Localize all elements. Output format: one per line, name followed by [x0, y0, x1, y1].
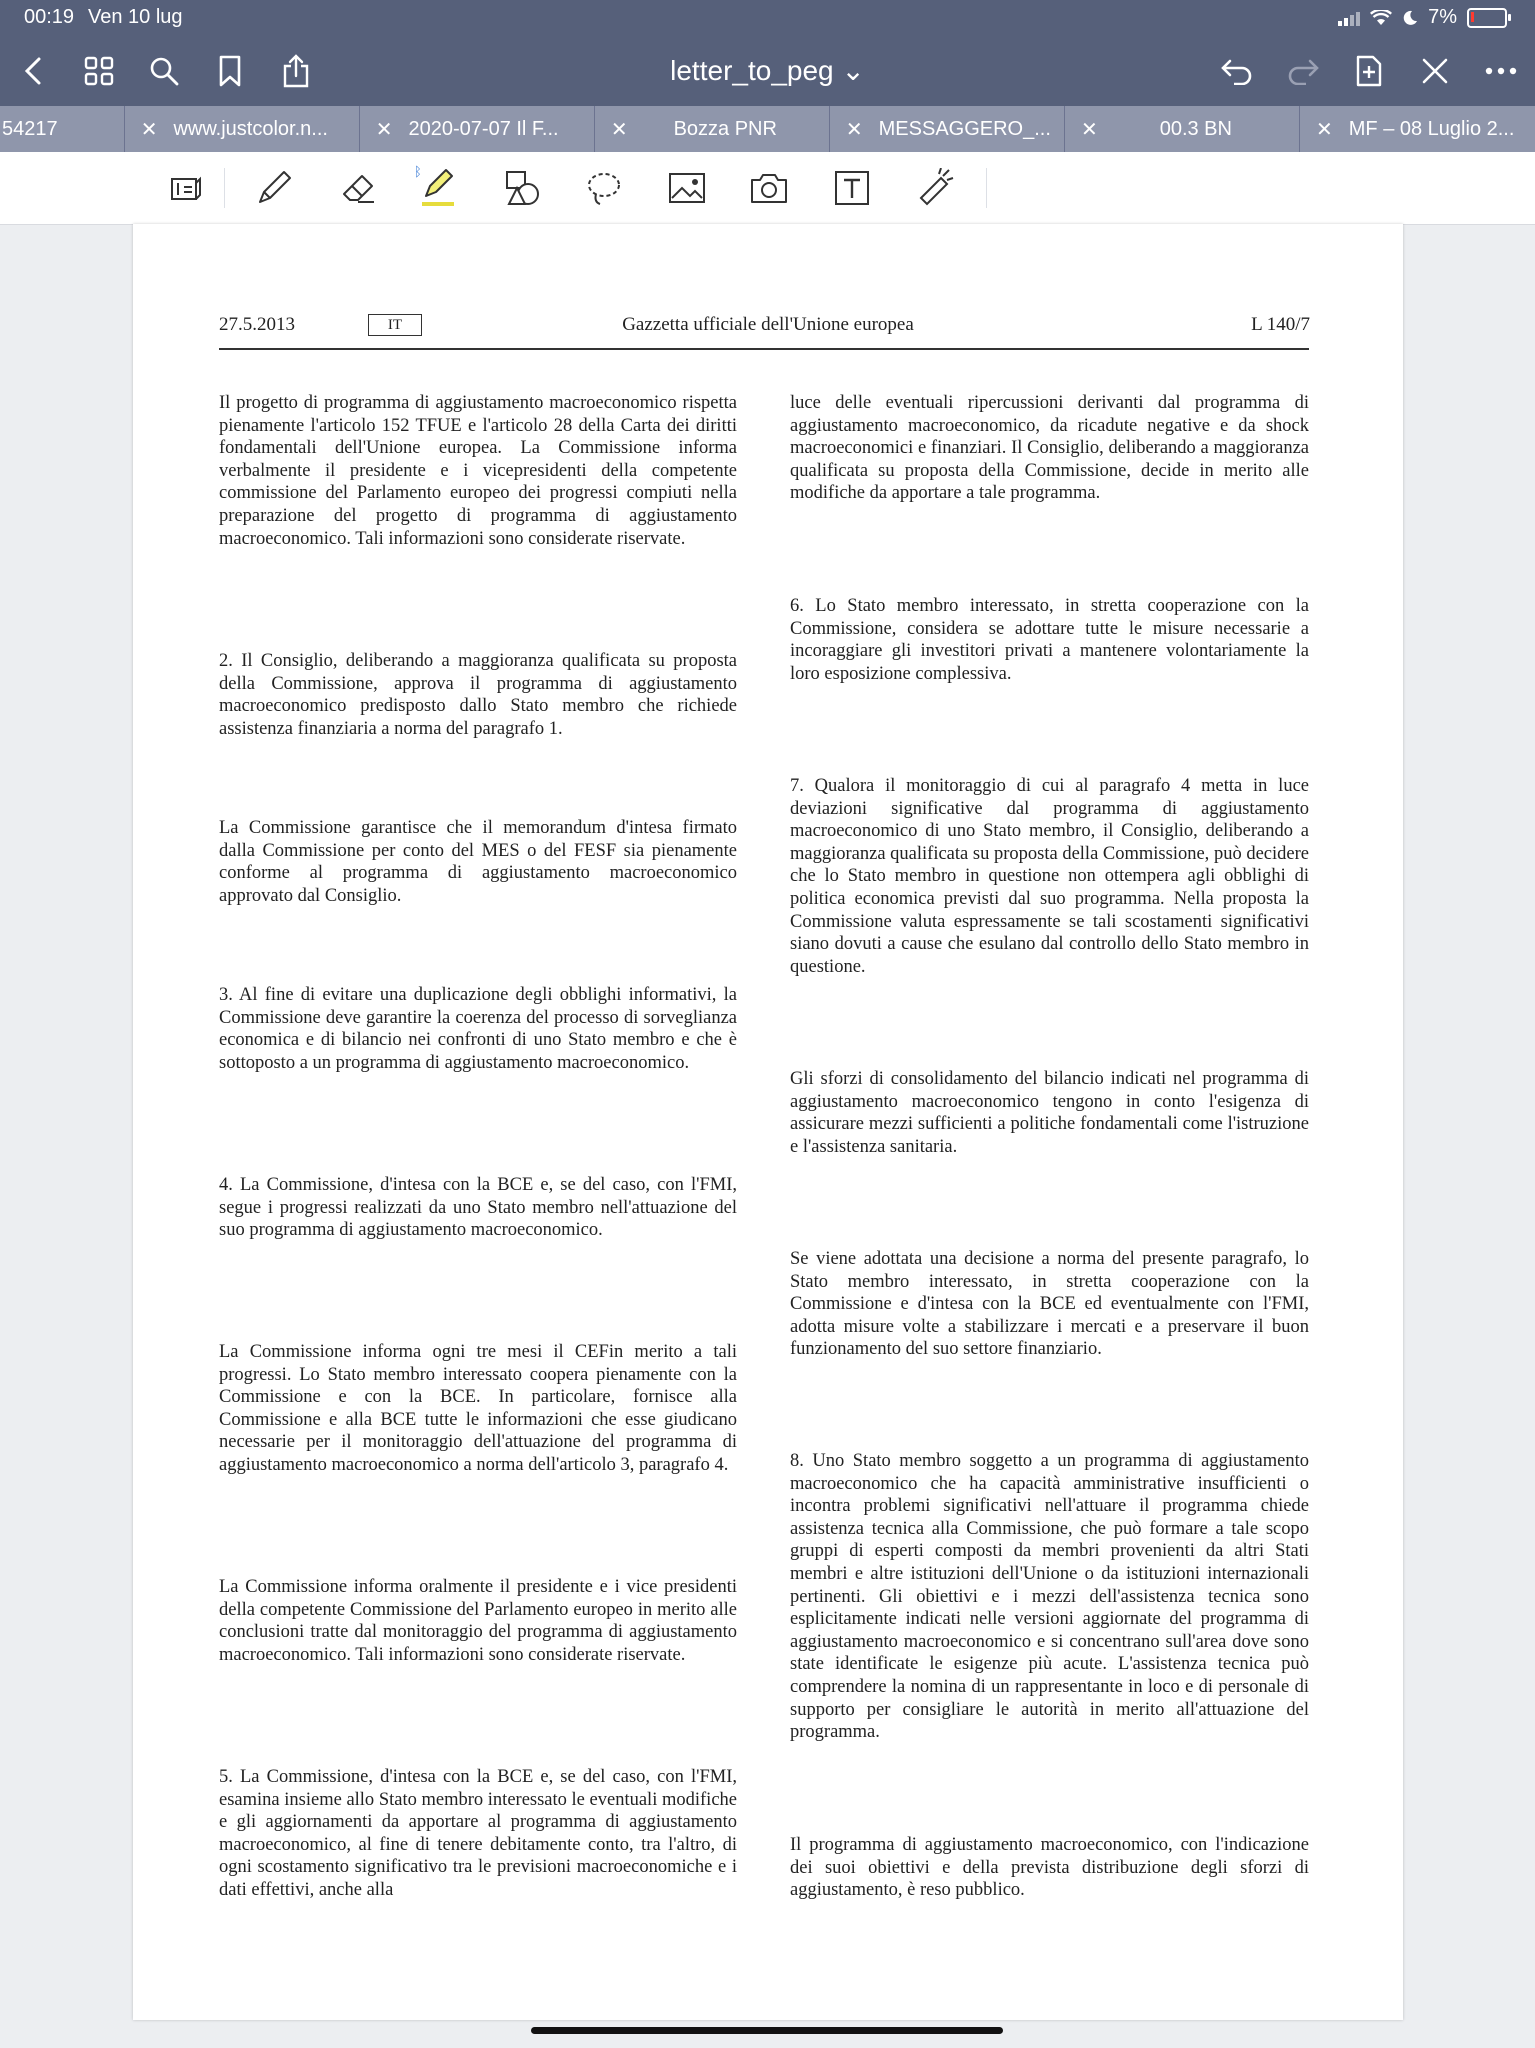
undo-icon	[1220, 57, 1254, 85]
close-icon[interactable]: ✕	[845, 118, 863, 141]
right-paragraph-7: Il programma di aggiustamento macroeconomico, con l'indicazione dei suoi obiettivi e della prevista distribuzione degli sforzi di aggiustamento, è reso pubblico.	[790, 1835, 1309, 1901]
close-icon[interactable]: ✕	[140, 118, 158, 141]
left-paragraph-8: 5. La Commissione, d'intesa con la BCE e, se del caso, con l'FMI, esamina insieme allo Stato membro interessato le eventuali modifiche e gli aggiornamenti da apportare al programma di aggiustamento macroeconomico, al fine di tenere debitamente conto, tra l'altro, di ogni scostamento significativo tra le previsioni macroeconomiche e i dati effettivi, anche alla	[219, 1767, 737, 1900]
left-paragraph-2: 2. Il Consiglio, deliberando a maggioranza qualificata su proposta della Commissione, approva il programma di aggiustamento macroeconomico predisposto dallo Stato membro che richiede assistenza finanziaria a norma del paragrafo 1.	[219, 651, 737, 739]
redo-icon	[1286, 57, 1320, 85]
add-page-icon	[1355, 54, 1383, 88]
svg-text:ᛒ: ᛒ	[414, 165, 422, 180]
right-paragraph-3: 7. Qualora il monitoraggio di cui al paragrafo 4 metta in luce deviazioni significative dal programma di aggiustamento macroeconomico di uno Stato membro, il Consiglio, deliberando a maggioranza qualificata su proposta della Commissione, può decidere che lo Stato membro in questione non ottempera agli obblighi di politica economica previsti dal suo programma. Nella proposta la Commissione valuta espressamente se tali scostamenti significativi siano dovuti a cause che esulano dal controllo dello Stato membro in questione.	[790, 776, 1309, 977]
left-paragraph-3: La Commissione garantisce che il memorandum d'intesa firmato dalla Commissione per conto del MES o del FESF sia pienamente conforme al programma di aggiustamento macroeconomico approvato dal Consiglio.	[219, 818, 737, 906]
more-button[interactable]	[1480, 50, 1522, 92]
shapes-tool[interactable]	[498, 166, 546, 210]
tab-3[interactable]	[360, 106, 595, 152]
tab-label: 00.3 BN	[1159, 117, 1232, 140]
right-paragraph-5: Se viene adottata una decisione a norma del presente paragrafo, lo Stato membro interessato, in stretta cooperazione con la Commissione e d'intesa con la BCE ed eventualmente con l'FMI, adotta misure volte a stabilizzare i mercati e a preservare il buon funzionamento del suo settore finanziario.	[790, 1249, 1309, 1360]
tab-label: 54217	[2, 117, 58, 140]
redo-button[interactable]	[1282, 50, 1324, 92]
header-date: 27.5.2013	[219, 314, 295, 335]
laser-pointer-icon	[915, 168, 955, 208]
right-paragraph-4: Gli sforzi di consolidamento del bilancio indicati nel programma di aggiustamento macroeconomico tengono in conto l'esigenza di assicurare mezzi sufficienti a politiche fondamentali come l'istruzione e l'assistenza sanitaria.	[790, 1069, 1309, 1157]
camera-tool[interactable]	[745, 166, 793, 210]
left-paragraph-5: 4. La Commissione, d'intesa con la BCE e, se del caso, con l'FMI, segue i progressi realizzati da uno Stato membro nell'attuazione del suo programma di aggiustamento macroeconomico.	[219, 1175, 737, 1241]
drawing-toolbar	[0, 152, 1535, 225]
read-mode-button[interactable]	[162, 166, 210, 210]
moon-icon	[1402, 10, 1418, 26]
pen-cross-icon	[1420, 56, 1450, 86]
text-box-icon	[833, 169, 871, 207]
left-paragraph-4: 3. Al fine di evitare una duplicazione degli obblighi informativi, la Commissione deve garantire la coerenza del processo di sorveglianza economica e di bilancio nei confronti di uno Stato membro e che è sottoposto a un programma di aggiustamento macroeconomico.	[219, 985, 737, 1073]
highlighter-icon	[414, 164, 462, 212]
close-icon[interactable]: ✕	[1316, 118, 1333, 141]
tab-7[interactable]	[1300, 106, 1535, 152]
close-icon[interactable]: ✕	[1080, 118, 1098, 141]
close-editing-button[interactable]	[1414, 50, 1456, 92]
status-right	[1338, 6, 1507, 29]
home-indicator[interactable]	[531, 2027, 1003, 2034]
camera-icon	[750, 172, 788, 204]
document-title[interactable]: letter_to_peg ⌄	[670, 55, 865, 86]
tab-label: Bozza PNR	[673, 117, 777, 140]
add-page-button[interactable]	[1348, 50, 1390, 92]
lasso-icon	[584, 168, 624, 208]
shapes-icon	[501, 168, 543, 208]
cellular-signal-icon	[1338, 10, 1360, 26]
status-bar	[0, 0, 1535, 34]
left-paragraph-6: La Commissione informa ogni tre mesi il CEFin merito a tali progressi. Lo Stato membro interessato coopera pienamente con la Commissione e con la BCE. In particolare, fornisce alla Commissione e alla BCE tutte le informazioni che esse giudicano necessarie per il monitoraggio dell'attuazione del programma di aggiustamento macroeconomico a norma dell'articolo 3, paragrafo 4.	[219, 1342, 737, 1475]
tab-label: 2020-07-07 Il F...	[408, 117, 559, 140]
document-tabs	[0, 106, 1535, 152]
highlighter-tool[interactable]	[414, 166, 462, 210]
tab-6[interactable]	[1065, 106, 1300, 152]
right-paragraph-6: 8. Uno Stato membro soggetto a un programma di aggiustamento macroeconomico che ha capacità amministrative insufficienti o incontra problemi significativi nell'attuare il programma chiede assistenza tecnica alla Commissione, che può formare a tale scopo gruppi di esperti composti da membri provenienti da altri Stati membri e altre istituzioni dell'Unione o da istituzioni internazionali pertinenti. Gli obiettivi e i mezzi dell'assistenza tecnica sono esplicitamente indicati nelle versioni aggiornate del programma di aggiustamento macroeconomico e si concentrano sull'area dove sono state identificate le esigenze più acute. L'assistenza tecnica può comprendere la nomina di un rappresentante in loco e di personale di supporto per consigliare le autorità in merito all'attuazione del programma.	[790, 1451, 1309, 1743]
toolbar-divider	[986, 168, 987, 208]
laser-pointer-tool[interactable]	[911, 166, 959, 210]
tab-5[interactable]	[830, 106, 1065, 152]
eraser-icon	[338, 168, 378, 208]
text-tool[interactable]	[828, 166, 876, 210]
close-icon[interactable]: ✕	[375, 118, 393, 141]
undo-button[interactable]	[1216, 50, 1258, 92]
battery-icon	[1467, 8, 1507, 28]
header-rule	[219, 348, 1309, 350]
left-paragraph-7: La Commissione informa oralmente il presidente e i vice presidenti della competente Commissione del Parlamento europeo in merito alle conclusioni tratte dal monitoraggio del programma di aggiustamento macroeconomico. Tali informazioni sono considerate riservate.	[219, 1577, 737, 1665]
left-paragraph-1: Il progetto di programma di aggiustamento macroeconomico rispetta pienamente l'articolo 152 TFUE e l'articolo 28 della Carta dei diritti fondamentali dell'Unione europea. La Commissione informa verbalmente il presidente e i vicepresidenti della competente commissione del Parlamento europeo dei progressi compiuti nella preparazione del progetto di programma di aggiustamento macroeconomico. Tali informazioni sono considerate riservate.	[219, 393, 737, 549]
wifi-icon	[1370, 10, 1392, 26]
status-time: 00:19	[24, 6, 75, 28]
more-icon	[1485, 67, 1517, 75]
eraser-tool[interactable]	[334, 166, 382, 210]
lasso-tool[interactable]	[580, 166, 628, 210]
read-mode-icon	[168, 173, 204, 203]
header-language-box: IT	[368, 314, 422, 336]
document-page[interactable]	[133, 224, 1403, 2020]
tab-label: MF – 08 Luglio 2...	[1348, 117, 1515, 140]
header-publication: Gazzetta ufficiale dell'Unione europea	[622, 314, 914, 335]
pen-icon	[254, 168, 294, 208]
pen-tool[interactable]	[250, 166, 298, 210]
tab-label: MESSAGGERO_...	[878, 117, 1051, 140]
battery-percent: 7%	[1428, 6, 1457, 28]
close-icon[interactable]: ✕	[610, 118, 628, 141]
right-paragraph-2: 6. Lo Stato membro interessato, in stretta cooperazione con la Commissione, considera se adottare tutte le misure necessarie a incoraggiare gli investitori privati a mantenere volontariamente la loro esposizione complessiva.	[790, 596, 1309, 684]
tab-4[interactable]	[595, 106, 830, 152]
image-tool[interactable]	[663, 166, 711, 210]
tab-label: www.justcolor.n...	[173, 117, 328, 140]
right-paragraph-1: luce delle eventuali ripercussioni derivanti dal programma di aggiustamento macroeconomico, da ricadute negative e da shock macroeconomici e finanziari. Il Consiglio, deliberando a maggioranza qualificata su proposta della Commissione, decide in merito alle modifiche da apportare a tale programma.	[790, 393, 1309, 504]
image-icon	[668, 172, 706, 204]
header-page-number: L 140/7	[1251, 314, 1310, 335]
status-date: Ven 10 lug	[88, 6, 183, 28]
tab-1[interactable]	[0, 106, 125, 152]
tab-2[interactable]	[125, 106, 360, 152]
nav-bar	[0, 34, 1535, 106]
toolbar-divider	[224, 168, 225, 208]
